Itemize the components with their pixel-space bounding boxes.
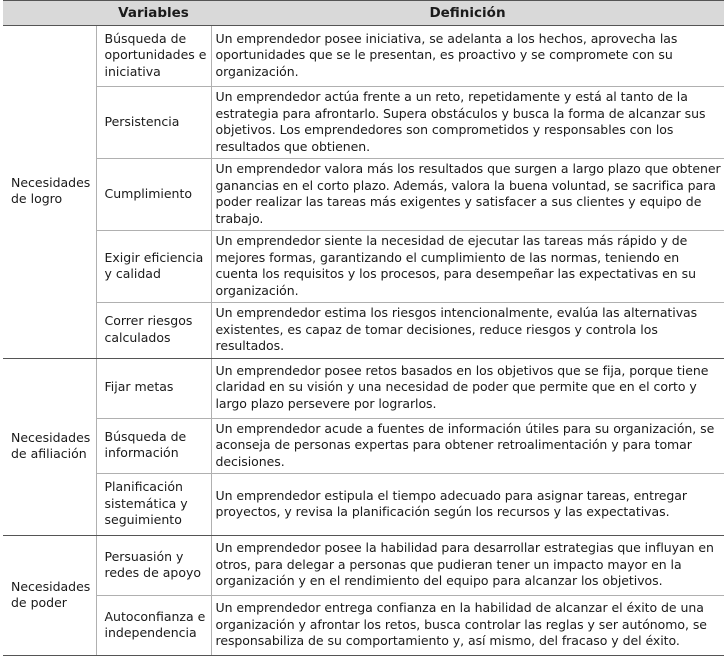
- variable-cell: Fijar metas: [96, 358, 211, 418]
- table-row: [3, 596, 724, 656]
- group-label-poder: Necesidades de poder: [3, 536, 96, 656]
- table-row: [3, 474, 724, 536]
- definition-cell: Un emprendedor posee la habilidad para desarrollar estrategias que influyan en otros, para delegar a personas que pudieran tener un impacto mayor en la organización y en el rendimiento del equipo para alcanzar los objetivos.: [211, 536, 724, 596]
- definition-cell: Un emprendedor actúa frente a un reto, repetidamente y está al tanto de la estrategia para afrontarlo. Supera obstáculos y busca la forma de alcanzar sus objetivos. Los emprendedores son comprometidos y responsables con los resultados que obtienen.: [211, 87, 724, 159]
- header-definicion: Definición: [211, 1, 724, 26]
- group-label-logro: Necesidades de logro: [3, 26, 96, 359]
- variable-cell: Cumplimiento: [96, 159, 211, 231]
- table-row: [3, 231, 724, 303]
- variable-cell: Planificación sistemática y seguimiento: [96, 474, 211, 536]
- table-row: [3, 87, 724, 159]
- table-row: [3, 159, 724, 231]
- variable-cell: Búsqueda de información: [96, 418, 211, 474]
- variable-cell: Exigir eficiencia y calidad: [96, 231, 211, 303]
- table-row: [3, 418, 724, 474]
- table-row: [3, 26, 724, 87]
- definition-cell: Un emprendedor estipula el tiempo adecuado para asignar tareas, entregar proyectos, y revisa la planificación según los recursos y las expectativas.: [211, 474, 724, 536]
- variable-cell: Autoconfianza e independencia: [96, 596, 211, 656]
- definition-cell: Un emprendedor siente la necesidad de ejecutar las tareas más rápido y de mejores formas, garantizando el cumplimiento de las normas, teniendo en cuenta los requisitos y los procesos, para desempeñar las expectativas en su organización.: [211, 231, 724, 303]
- table-row: [3, 358, 724, 418]
- variable-cell: Persuasión y redes de apoyo: [96, 536, 211, 596]
- group-label-afiliacion: Necesidades de afiliación: [3, 358, 96, 536]
- definition-cell: Un emprendedor estima los riesgos intencionalmente, evalúa las alternativas existentes, es capaz de tomar decisiones, reduce riesgos y controla los resultados.: [211, 303, 724, 359]
- table-row: [3, 536, 724, 596]
- variable-cell: Persistencia: [96, 87, 211, 159]
- definition-cell: Un emprendedor valora más los resultados que surgen a largo plazo que obtener ganancias en el corto plazo. Además, valora la buena voluntad, se sacrifica para poder realizar las tareas más exigentes y satisfacer a sus clientes y equipo de trabajo.: [211, 159, 724, 231]
- definition-cell: Un emprendedor entrega confianza en la habilidad de alcanzar el éxito de una organización y afrontar los retos, busca controlar las reglas y ser autónomo, se responsabiliza de su comportamiento y, así mismo, del fracaso y del éxito.: [211, 596, 724, 656]
- variables-table: [3, 0, 724, 656]
- header-variables: Variables: [96, 1, 211, 26]
- header-group: [3, 1, 96, 26]
- definition-cell: Un emprendedor acude a fuentes de información útiles para su organización, se aconseja de personas expertas para obtener retroalimentación y para tomar decisiones.: [211, 418, 724, 474]
- table-header-row: [3, 1, 724, 26]
- definition-cell: Un emprendedor posee retos basados en los objetivos que se fija, porque tiene claridad en su visión y una necesidad de poder que permite que en el corto y largo plazo persevere por lograrlos.: [211, 358, 724, 418]
- variable-cell: Correr riesgos calculados: [96, 303, 211, 359]
- definition-cell: Un emprendedor posee iniciativa, se adelanta a los hechos, aprovecha las oportunidades que se le presentan, es proactivo y se compromete con su organización.: [211, 26, 724, 87]
- variable-cell: Búsqueda de oportunidades e iniciativa: [96, 26, 211, 87]
- table-row: [3, 303, 724, 359]
